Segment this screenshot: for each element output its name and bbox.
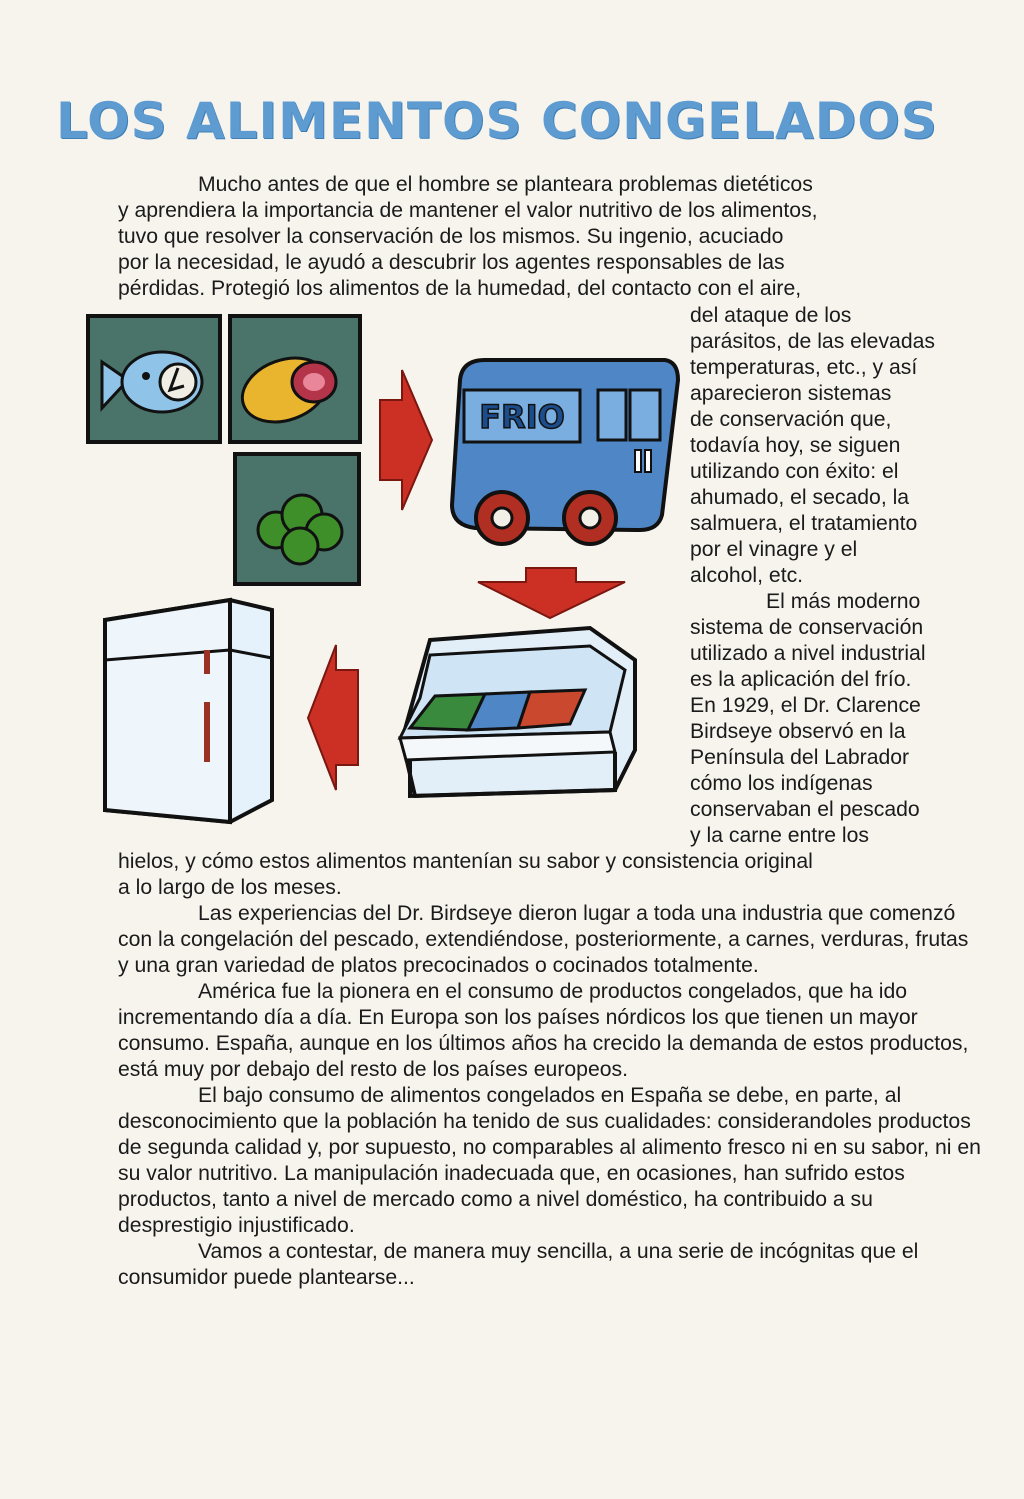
text-line: es la aplicación del frío.	[690, 668, 912, 691]
text-line: de conservación que,	[690, 408, 892, 431]
text-line: En 1929, el Dr. Clarence	[690, 694, 921, 717]
text-line: Mucho antes de que el hombre se planteara problemas dietéticos	[198, 173, 813, 196]
text-line: por el vinagre y el	[690, 538, 858, 561]
text-line: aparecieron sistemas	[690, 382, 892, 405]
text-line: del ataque de los	[690, 304, 852, 327]
text-line: ahumado, el secado, la	[690, 486, 910, 509]
arrow-left-icon	[308, 645, 358, 790]
paragraph: América fue la pionera en el consumo de productos congelados, que ha ido incrementando día a día. En Europa son los países nórdicos los que tienen un mayor consumo. España, aunque en los últimos años ha crecido la demanda de estos productos, está muy por debajo del resto de los países europeos.	[118, 980, 969, 1081]
body-text	[118, 849, 984, 1291]
paragraph: Las experiencias del Dr. Birdseye dieron lugar a toda una industria que comenzó con la congelación del pescado, extendiéndose, posteriormente, a carnes, verduras, frutas y una gran variedad de platos precocinados o cocinados totalmente.	[118, 902, 969, 977]
paragraph: Vamos a contestar, de manera muy sencilla, a una serie de incógnitas que el consumidor puede plantearse...	[118, 1240, 919, 1289]
text-line: parásitos, de las elevadas	[690, 330, 935, 353]
text-line: por la necesidad, le ayudó a descubrir los agentes responsables de las	[118, 251, 785, 274]
text-line: cómo los indígenas	[690, 772, 873, 795]
text-line: El más moderno	[766, 590, 921, 613]
arrow-right-icon	[380, 370, 432, 510]
text-line: sistema de conservación	[690, 616, 924, 639]
text-line: temperaturas, etc., y así	[690, 356, 918, 379]
text-line: salmuera, el tratamiento	[690, 512, 918, 535]
text-line: utilizando con éxito: el	[690, 460, 899, 483]
vegetables-icon	[235, 454, 359, 584]
text-line: todavía hoy, se siguen	[690, 434, 901, 457]
text-line: Península del Labrador	[690, 746, 910, 769]
text-line: y la carne entre los	[690, 824, 870, 847]
text-line: utilizado a nivel industrial	[690, 642, 926, 665]
text-line: pérdidas. Protegió los alimentos de la humedad, del contacto con el aire,	[118, 277, 802, 300]
refrigerator-icon	[105, 600, 272, 822]
text-line: a lo largo de los meses.	[118, 876, 342, 899]
freezer-display-icon	[400, 628, 635, 796]
illustration-svg	[80, 310, 680, 850]
arrow-down-icon	[478, 568, 625, 618]
text-line: hielos, y cómo estos alimentos mantenían su sabor y consistencia original	[118, 850, 813, 873]
fish-icon	[88, 316, 220, 442]
text-line: Birdseye observó en la	[690, 720, 906, 743]
intro-paragraph	[118, 172, 984, 302]
side-column-text	[690, 303, 986, 849]
text-line: conservaban el pescado	[690, 798, 920, 821]
text-line: y aprendiera la importancia de mantener el valor nutritivo de los alimentos,	[118, 199, 818, 222]
truck-label: FRIO	[479, 398, 565, 436]
paragraph: El bajo consumo de alimentos congelados en España se debe, en parte, al desconocimiento que la población ha tenido de sus cualidades: considerandoles productos de segunda calidad y, por supuesto, no comparables al alimento fresco ni en su sabor, ni en su valor nutritivo. La manipulación inadecuada que, en ocasiones, han sufrido estos productos, tanto a nivel de mercado como a nivel doméstico, ha contribuido a su desprestigio injustificado.	[118, 1084, 981, 1237]
text-line: tuvo que resolver la conservación de los mismos. Su ingenio, acuciado	[118, 225, 784, 248]
ham-icon	[230, 316, 360, 442]
cold-chain-illustration	[80, 310, 680, 850]
page-title: LOS ALIMENTOS CONGELADOS	[56, 92, 938, 150]
truck-icon	[452, 360, 678, 544]
text-line: alcohol, etc.	[690, 564, 804, 587]
